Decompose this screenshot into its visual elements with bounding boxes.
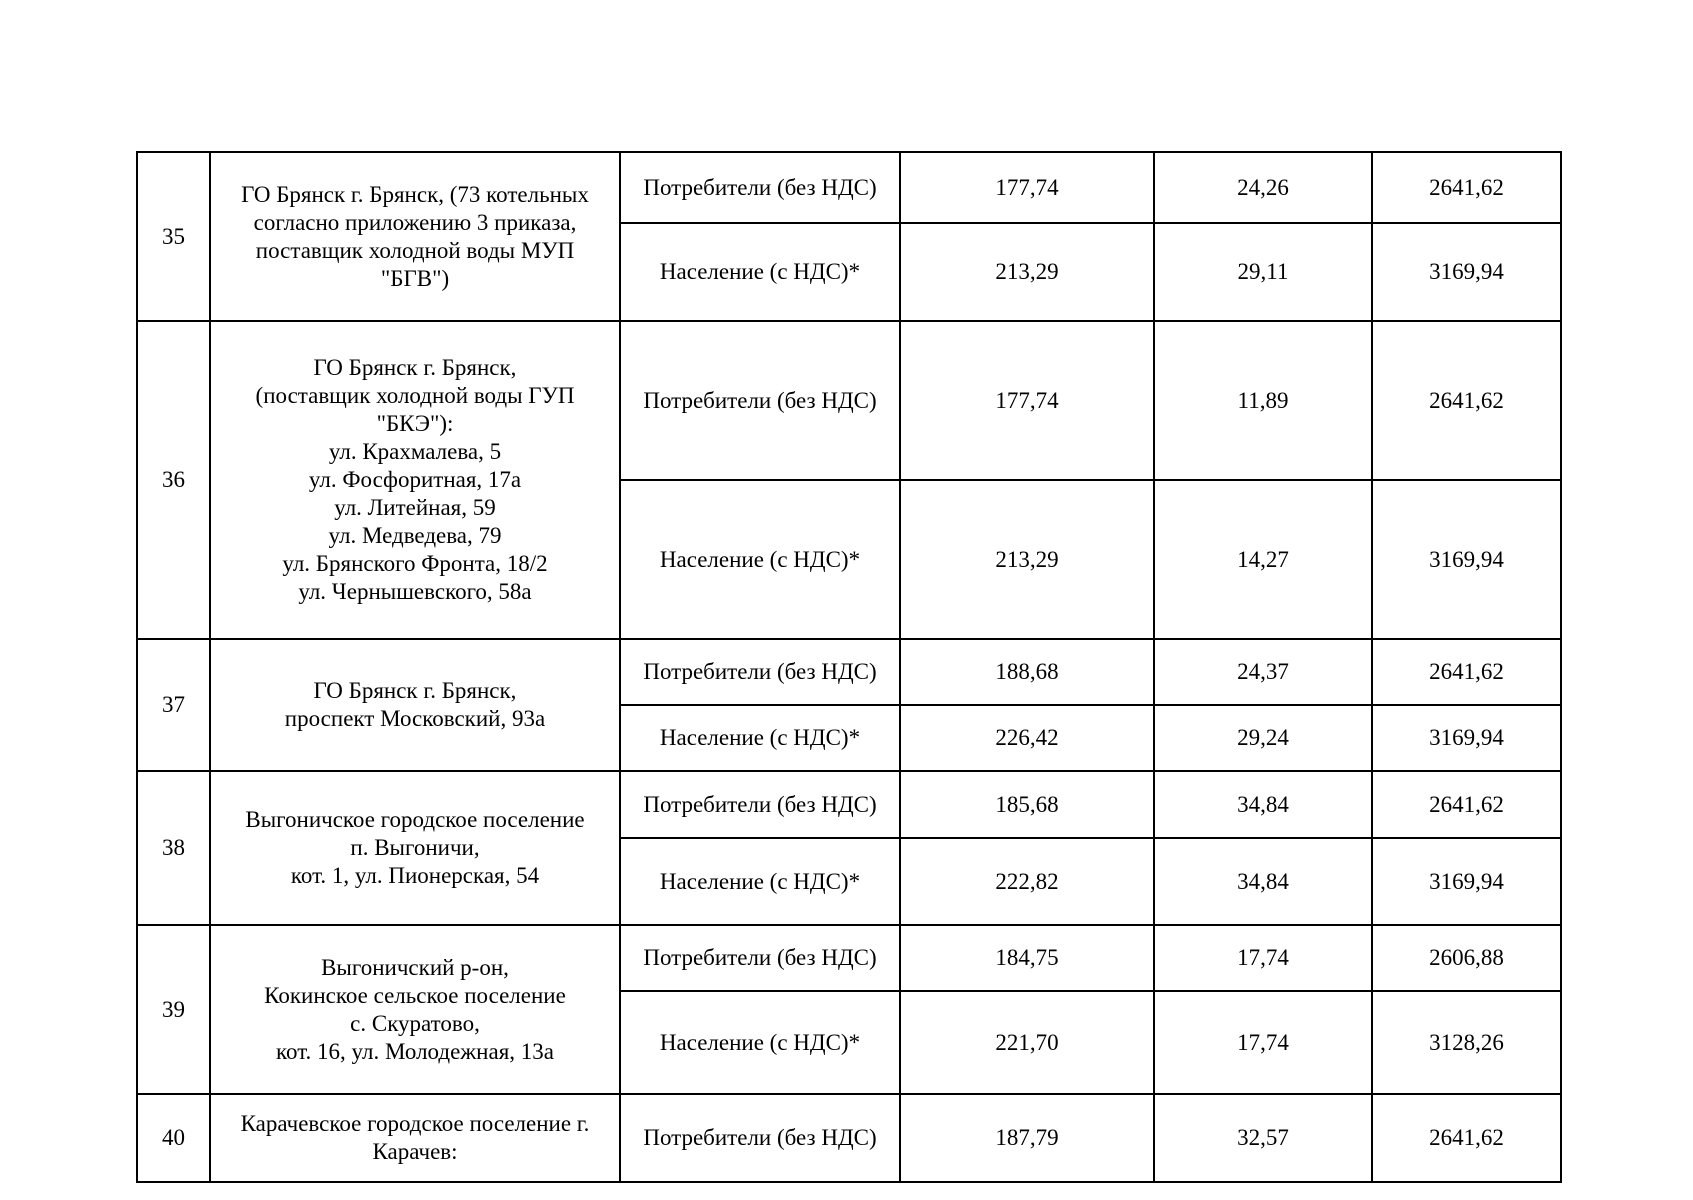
location-line: поставщик холодной воды МУП bbox=[255, 237, 575, 263]
location-line: "БКЭ"): bbox=[376, 411, 454, 436]
row-number: 35 bbox=[137, 152, 210, 321]
category-cell: Население (с НДС)* bbox=[620, 480, 900, 639]
location-line: Выгоничское городское поселение bbox=[245, 807, 585, 832]
row-number: 38 bbox=[137, 771, 210, 925]
value-cell: 3128,26 bbox=[1372, 991, 1561, 1094]
location-line: проспект Московский, 93а bbox=[284, 706, 546, 731]
value-cell: 14,27 bbox=[1154, 480, 1372, 639]
value-cell: 24,26 bbox=[1154, 152, 1372, 223]
value-cell: 213,29 bbox=[900, 480, 1154, 639]
category-cell: Население (с НДС)* bbox=[620, 991, 900, 1094]
row-number: 39 bbox=[137, 925, 210, 1094]
table-row bbox=[137, 321, 1561, 480]
value-cell: 24,37 bbox=[1154, 639, 1372, 705]
location-line: ГО Брянск г. Брянск, bbox=[313, 355, 517, 380]
value-cell: 177,74 bbox=[900, 152, 1154, 223]
category-cell: Население (с НДС)* bbox=[620, 838, 900, 925]
value-cell: 213,29 bbox=[900, 223, 1154, 321]
table-row bbox=[137, 925, 1561, 991]
value-cell: 32,57 bbox=[1154, 1094, 1372, 1182]
value-cell: 3169,94 bbox=[1372, 838, 1561, 925]
row-number: 36 bbox=[137, 321, 210, 639]
location-line: кот. 1, ул. Пионерская, 54 bbox=[290, 863, 540, 888]
value-cell: 188,68 bbox=[900, 639, 1154, 705]
location-line: с. Скуратово, bbox=[350, 1010, 480, 1036]
row-number: 40 bbox=[137, 1094, 210, 1182]
table-row bbox=[137, 152, 1561, 223]
category-cell: Потребители (без НДС) bbox=[620, 925, 900, 991]
location-line: Карачев: bbox=[372, 1139, 458, 1164]
category-cell: Потребители (без НДС) bbox=[620, 1094, 900, 1182]
value-cell: 222,82 bbox=[900, 838, 1154, 925]
value-cell: 2606,88 bbox=[1372, 925, 1561, 991]
location-cell bbox=[210, 639, 620, 771]
category-cell: Население (с НДС)* bbox=[620, 705, 900, 771]
value-cell: 2641,62 bbox=[1372, 771, 1561, 838]
location-line: ул. Фосфоритная, 17а bbox=[308, 467, 522, 492]
value-cell: 2641,62 bbox=[1372, 639, 1561, 705]
table-row bbox=[137, 639, 1561, 705]
location-line: Карачевское городское поселение г. bbox=[240, 1111, 590, 1136]
category-cell: Потребители (без НДС) bbox=[620, 771, 900, 838]
value-cell: 11,89 bbox=[1154, 321, 1372, 480]
value-cell: 2641,62 bbox=[1372, 152, 1561, 223]
value-cell: 2641,62 bbox=[1372, 321, 1561, 480]
value-cell: 34,84 bbox=[1154, 771, 1372, 838]
location-cell bbox=[210, 1094, 620, 1182]
location-line: ул. Чернышевского, 58а bbox=[298, 579, 532, 604]
tariff-table bbox=[136, 151, 1562, 1183]
category-cell: Население (с НДС)* bbox=[620, 223, 900, 321]
location-cell bbox=[210, 925, 620, 1094]
location-line: ГО Брянск г. Брянск, (73 котельных bbox=[241, 181, 589, 207]
location-line: (поставщик холодной воды ГУП bbox=[255, 383, 575, 408]
value-cell: 177,74 bbox=[900, 321, 1154, 480]
value-cell: 221,70 bbox=[900, 991, 1154, 1094]
location-cell bbox=[210, 771, 620, 925]
location-line: Кокинское сельское поселение bbox=[264, 982, 566, 1008]
location-line: "БГВ") bbox=[380, 265, 450, 291]
value-cell: 184,75 bbox=[900, 925, 1154, 991]
value-cell: 2641,62 bbox=[1372, 1094, 1561, 1182]
table-row bbox=[137, 771, 1561, 838]
value-cell: 34,84 bbox=[1154, 838, 1372, 925]
row-number: 37 bbox=[137, 639, 210, 771]
category-cell: Потребители (без НДС) bbox=[620, 152, 900, 223]
value-cell: 226,42 bbox=[900, 705, 1154, 771]
location-cell bbox=[210, 321, 620, 639]
value-cell: 3169,94 bbox=[1372, 705, 1561, 771]
location-line: п. Выгоничи, bbox=[350, 835, 480, 860]
value-cell: 3169,94 bbox=[1372, 223, 1561, 321]
value-cell: 17,74 bbox=[1154, 991, 1372, 1094]
location-cell bbox=[210, 152, 620, 321]
value-cell: 3169,94 bbox=[1372, 480, 1561, 639]
table-row bbox=[137, 1094, 1561, 1182]
value-cell: 29,11 bbox=[1154, 223, 1372, 321]
location-line: Выгоничский р-он, bbox=[321, 954, 509, 980]
location-line: согласно приложению 3 приказа, bbox=[253, 209, 577, 235]
location-line: кот. 16, ул. Молодежная, 13а bbox=[276, 1038, 554, 1064]
location-line: ул. Медведева, 79 bbox=[328, 523, 502, 548]
location-line: ул. Крахмалева, 5 bbox=[328, 439, 502, 464]
category-cell: Потребители (без НДС) bbox=[620, 321, 900, 480]
value-cell: 185,68 bbox=[900, 771, 1154, 838]
value-cell: 17,74 bbox=[1154, 925, 1372, 991]
value-cell: 187,79 bbox=[900, 1094, 1154, 1182]
value-cell: 29,24 bbox=[1154, 705, 1372, 771]
location-line: ул. Брянского Фронта, 18/2 bbox=[282, 551, 548, 576]
category-cell: Потребители (без НДС) bbox=[620, 639, 900, 705]
location-line: ул. Литейная, 59 bbox=[334, 495, 496, 520]
location-line: ГО Брянск г. Брянск, bbox=[313, 678, 517, 703]
